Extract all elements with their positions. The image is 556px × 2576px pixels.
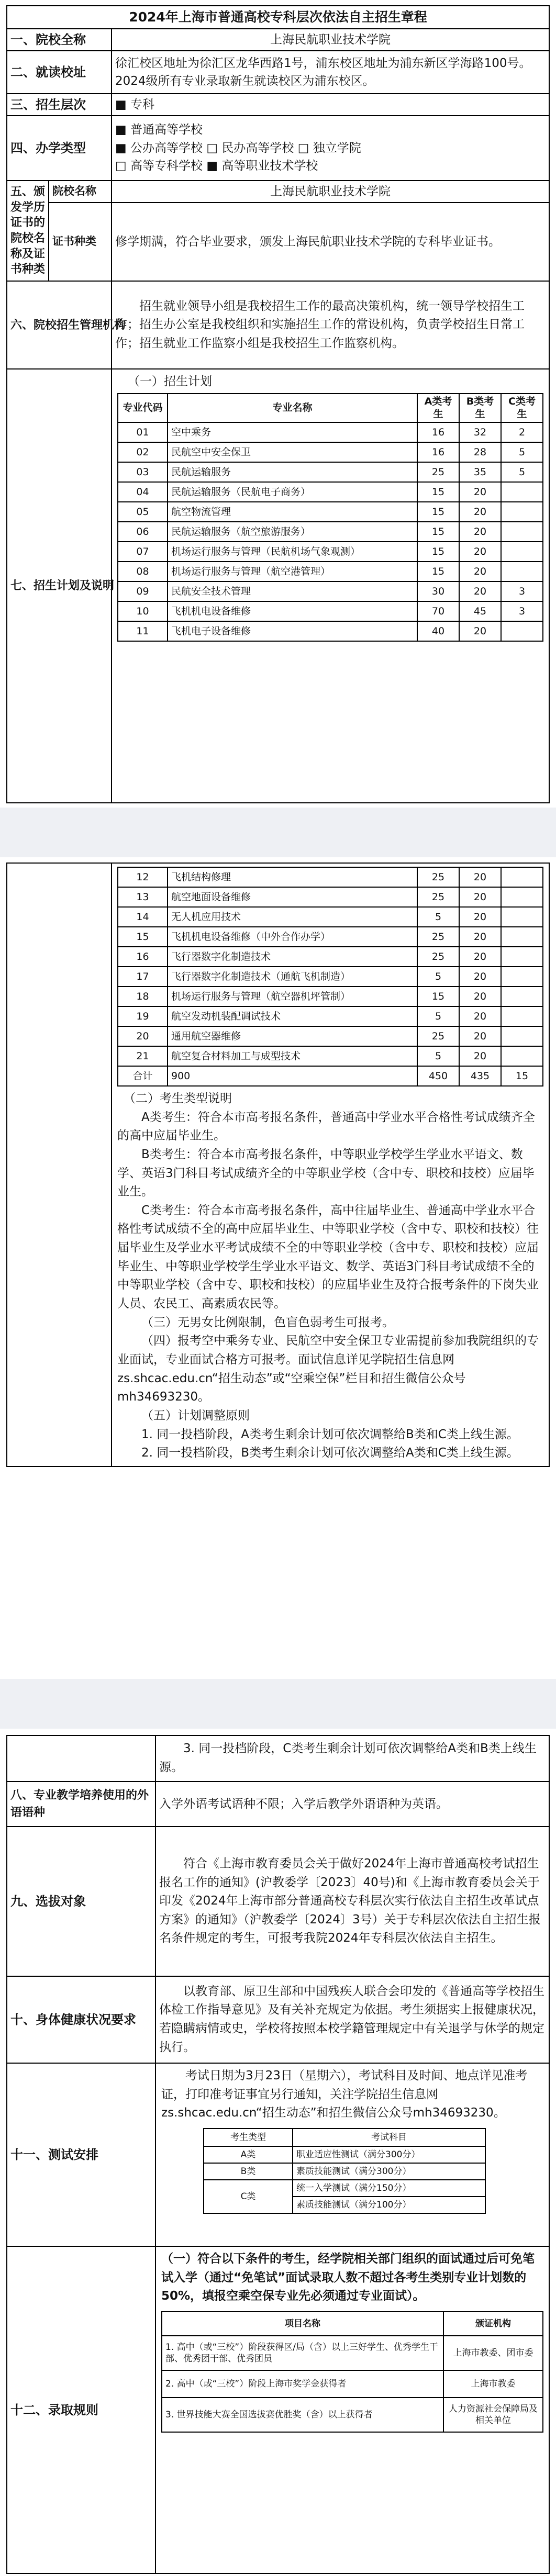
quota-b: 20 xyxy=(459,927,501,947)
issuing-body: 上海市教委、团市委 xyxy=(443,2336,543,2370)
major-code: 08 xyxy=(118,562,168,581)
quota-a: 15 xyxy=(417,482,459,502)
quota-c xyxy=(501,887,543,907)
major-code: 18 xyxy=(118,987,168,1006)
note-heading: （二）考生类型说明 xyxy=(124,1092,232,1105)
quota-a: 16 xyxy=(417,442,459,462)
quota-a: 25 xyxy=(417,947,459,967)
quota-a: 40 xyxy=(417,621,459,641)
plan-header: 专业代码 xyxy=(118,394,168,422)
quota-a: 25 xyxy=(417,927,459,947)
admissions-office-label: 六、院校招生管理机构 xyxy=(7,281,112,369)
quota-c xyxy=(501,1026,543,1046)
major-name: 民航运输服务（民航电子商务） xyxy=(168,482,417,502)
major-name: 民航运输服务 xyxy=(168,462,417,482)
major-code: 12 xyxy=(118,867,168,887)
quota-c xyxy=(501,562,543,581)
quota-c: 5 xyxy=(501,442,543,462)
quota-c xyxy=(501,927,543,947)
certificate-type-value: 修学期满，符合毕业要求，颁发上海民航职业技术学院的专科毕业证书。 xyxy=(112,203,549,281)
quota-b: 435 xyxy=(459,1066,501,1086)
major-code: 03 xyxy=(118,462,168,482)
quota-c xyxy=(501,542,543,562)
admission-rules-value: （一）符合以下条件的考生，经学院相关部门组织的面试通过后可免笔试入学（通过“免笔试”面试录取人数不超过各考生类别专业计划数的50%，填报空乘空保专业先必须通过专业面试）。 xyxy=(161,2252,535,2303)
test-subject: 统一入学测试（满分150分） xyxy=(293,2180,485,2197)
quota-a: 25 xyxy=(417,867,459,887)
major-name: 空中乘务 xyxy=(168,422,417,442)
plan-header: A类考生 xyxy=(417,394,459,422)
major-name: 飞机结构修理 xyxy=(168,867,417,887)
quota-a: 450 xyxy=(417,1066,459,1086)
major-code: 16 xyxy=(118,947,168,967)
quota-b: 35 xyxy=(459,462,501,482)
test-header: 考生类型 xyxy=(204,2129,293,2146)
test-subject-table xyxy=(203,2128,486,2214)
school-type-line: ■ 普通高等学校 xyxy=(115,123,203,137)
major-code: 21 xyxy=(118,1046,168,1066)
major-code: 06 xyxy=(118,522,168,542)
quota-c: 3 xyxy=(501,601,543,621)
enrollment-plan-continued xyxy=(7,863,112,1466)
major-name: 机场运行服务与管理（航空港管理） xyxy=(168,562,417,581)
quota-a: 15 xyxy=(417,562,459,581)
test-arrangement-cell xyxy=(155,2063,549,2246)
eligibility-value: 符合《上海市教育委员会关于做好2024年上海市普通高校考试招生报名工作的通知》(沪教委学〔2023〕40号)和《上海市教育委员会关于印发《2024年上海市部分普通高校专科层次实行依法自主招生改革试点方案》的通知》（沪教委学〔2024〕3号）关于专科层次依法自主招生报名条件规定的考生，可报考我院2024年专科层次依法自主招生。 xyxy=(155,1827,549,1976)
foreign-language-label: 八、专业教学培养使用的外语语种 xyxy=(7,1782,155,1827)
note-paragraph: 2. 同一投档阶段，B类考生剩余计划可依次调整给A类和C类上线生源。 xyxy=(141,1446,519,1460)
quota-a: 15 xyxy=(417,502,459,522)
quota-b: 20 xyxy=(459,502,501,522)
quota-b: 20 xyxy=(459,987,501,1006)
plan-row xyxy=(118,542,543,562)
plan-header: 专业名称 xyxy=(168,394,417,422)
major-name: 无人机应用技术 xyxy=(168,907,417,927)
quota-b: 20 xyxy=(459,522,501,542)
admission-rules-cell xyxy=(155,2246,549,2573)
major-code: 02 xyxy=(118,442,168,462)
quota-b: 20 xyxy=(459,887,501,907)
quota-c xyxy=(501,987,543,1006)
major-code: 13 xyxy=(118,887,168,907)
note-heading: （五）计划调整原则 xyxy=(141,1408,250,1423)
health-value: 以教育部、原卫生部和中国残疾人联合会印发的《普通高等学校招生体检工作指导意见》及有关补充规定为依据。考生须据实上报健康状况，若隐瞒病情或史，学校将按照本校学籍管理规定中有关退学与休学的规定执行。 xyxy=(155,1976,549,2063)
enrollment-plan-label: 七、招生计划及说明 xyxy=(7,369,112,803)
major-code: 19 xyxy=(118,1006,168,1026)
plan-row xyxy=(118,1046,543,1066)
school-name-label: 一、院校全称 xyxy=(7,29,112,51)
quota-c: 2 xyxy=(501,422,543,442)
test-subject: 素质技能测试（满分300分） xyxy=(293,2163,485,2180)
test-subject: 职业适应性测试（满分300分） xyxy=(293,2146,485,2163)
student-type: B类 xyxy=(204,2163,293,2180)
major-name: 航空复合材料加工与成型技术 xyxy=(168,1046,417,1066)
note-paragraph: （三）无男女比例限制，色盲色弱考生可报考。 xyxy=(141,1315,394,1329)
quota-b: 20 xyxy=(459,482,501,502)
plan-row xyxy=(118,442,543,462)
quota-c: 5 xyxy=(501,462,543,482)
plan-row xyxy=(118,927,543,947)
plan-row xyxy=(118,502,543,522)
exemption-item: 2. 高中（或“三校”）阶段上海市奖学金获得者 xyxy=(162,2370,443,2398)
issuing-body: 上海市教委 xyxy=(443,2370,543,2398)
quota-a: 30 xyxy=(417,581,459,601)
major-name: 航空发动机装配调试技术 xyxy=(168,1006,417,1026)
admission-rules-label: 十二、录取规则 xyxy=(7,2246,155,2573)
page-separator xyxy=(0,1679,556,1729)
plan-row xyxy=(118,907,543,927)
plan-header: B类考生 xyxy=(459,394,501,422)
exemption-table xyxy=(161,2311,543,2433)
plan-row xyxy=(118,601,543,621)
plan-row xyxy=(118,1026,543,1046)
plan-row xyxy=(118,1006,543,1026)
plan-row xyxy=(118,1066,543,1086)
exemption-header: 颁证机构 xyxy=(443,2312,543,2336)
plan-row xyxy=(118,562,543,581)
plan-row xyxy=(118,867,543,887)
note-paragraph: C类考生：符合本市高考报名条件，高中往届毕业生、普通高中学业水平合格性考试成绩不全的高中应届毕业生、中等职业学校（含中专、职校和技校）往届毕业生及学业水平考试成绩不全的中等职业学校（含中专、职校和技校）应届毕业生、中等职业学校学生学业水平语文、数学、英语3门科目考试成绩不全的中等职业学校（含中专、职校和技校）的应届毕业生及符合报考条件的下岗失业人员、农民工、高素质农民等。 xyxy=(117,1203,539,1311)
issuing-body: 人力资源社会保障局及相关单位 xyxy=(443,2398,543,2432)
major-name: 飞机机电设备维修（中外合作办学） xyxy=(168,927,417,947)
plan-row xyxy=(118,887,543,907)
charter-table-page1 xyxy=(6,5,550,803)
test-header: 考试科目 xyxy=(293,2129,485,2146)
major-code: 10 xyxy=(118,601,168,621)
quota-b: 20 xyxy=(459,967,501,987)
certificate-label: 五、颁发学历证书的院校名称及证书种类 xyxy=(7,181,49,281)
note-paragraph: 1. 同一投档阶段，A类考生剩余计划可依次调整给B类和C类上线生源。 xyxy=(141,1427,519,1441)
exemption-header: 项目名称 xyxy=(162,2312,443,2336)
school-type-line: ■ 公办高等学校 □ 民办高等学校 □ 独立学院 xyxy=(115,141,361,155)
quota-a: 15 xyxy=(417,522,459,542)
plan-row xyxy=(118,482,543,502)
health-label: 十、身体健康状况要求 xyxy=(7,1976,155,2063)
quota-b: 28 xyxy=(459,442,501,462)
certificate-school-sublabel: 院校名称 xyxy=(49,181,112,203)
quota-b: 20 xyxy=(459,867,501,887)
quota-b: 20 xyxy=(459,947,501,967)
quota-a: 15 xyxy=(417,987,459,1006)
major-name: 民航安全技术管理 xyxy=(168,581,417,601)
plan-row xyxy=(118,967,543,987)
student-type: C类 xyxy=(204,2180,293,2213)
quota-a: 15 xyxy=(417,542,459,562)
level-value: ■ 专科 xyxy=(112,94,549,116)
charter-table-page2 xyxy=(6,863,550,1467)
admissions-office-value: 招生就业领导小组是我校招生工作的最高决策机构，统一领导学校招生工作；招生办公室是我校组织和实施招生工作的常设机构，负责学校招生日常工作；招生就业工作监察小组是我校招生工作监察机构。 xyxy=(112,281,549,369)
major-name: 飞机电子设备维修 xyxy=(168,621,417,641)
note-paragraph: B类考生：符合本市高考报名条件，中等职业学校学生学业水平语文、数学、英语3门科目考试成绩齐全的中等职业学校（含中专、职校和技校）应届毕业生。 xyxy=(117,1147,535,1199)
certificate-school-value: 上海民航职业技术学院 xyxy=(112,181,549,203)
major-name: 航空地面设备维修 xyxy=(168,887,417,907)
quota-b: 20 xyxy=(459,1006,501,1026)
school-type-value xyxy=(112,116,549,181)
plan-row xyxy=(118,621,543,641)
plan-row xyxy=(118,947,543,967)
major-name: 民航空中安全保卫 xyxy=(168,442,417,462)
quota-a: 5 xyxy=(417,967,459,987)
test-subject: 素质技能测试（满分100分） xyxy=(293,2197,485,2213)
quota-c xyxy=(501,907,543,927)
major-name: 900 xyxy=(168,1066,417,1086)
enrollment-plan-cell-continued xyxy=(112,863,549,1466)
major-name: 民航运输服务（航空旅游服务） xyxy=(168,522,417,542)
note-paragraph: A类考生：符合本市高考报名条件，普通高中学业水平合格性考试成绩齐全的高中应届毕业生。 xyxy=(117,1110,535,1143)
quota-b: 45 xyxy=(459,601,501,621)
test-arrangement-label: 十一、测试安排 xyxy=(7,2063,155,2246)
plan-header: C类考生 xyxy=(501,394,543,422)
major-code: 04 xyxy=(118,482,168,502)
quota-c xyxy=(501,1006,543,1026)
major-name: 通用航空器维修 xyxy=(168,1026,417,1046)
plan-row xyxy=(118,987,543,1006)
major-name: 飞行器数字化制造技术（通航飞机制造） xyxy=(168,967,417,987)
plan-rows xyxy=(118,867,543,1086)
quota-c xyxy=(501,1046,543,1066)
quota-c xyxy=(501,522,543,542)
school-type-line: □ 高等专科学校 ■ 高等职业技术学校 xyxy=(115,159,318,173)
major-name: 机场运行服务与管理（航空器机坪管制） xyxy=(168,987,417,1006)
quota-a: 25 xyxy=(417,887,459,907)
page-separator xyxy=(0,808,556,857)
major-code: 20 xyxy=(118,1026,168,1046)
school-name-value: 上海民航职业技术学院 xyxy=(112,29,549,51)
major-code: 09 xyxy=(118,581,168,601)
plan-row xyxy=(118,422,543,442)
campus-label: 二、就读校址 xyxy=(7,51,112,94)
plan-rows xyxy=(118,422,543,641)
quota-a: 70 xyxy=(417,601,459,621)
quota-c xyxy=(501,947,543,967)
quota-a: 25 xyxy=(417,1026,459,1046)
quota-b: 20 xyxy=(459,1026,501,1046)
plan-adjustment-rule: 3. 同一投档阶段，C类考生剩余计划可依次调整给A类和B类上线生源。 xyxy=(155,1735,549,1782)
enrollment-plan-continued xyxy=(7,1735,155,1782)
foreign-language-value: 入学外语考试语种不限；入学后教学外语语种为英语。 xyxy=(155,1782,549,1827)
quota-c xyxy=(501,967,543,987)
quota-a: 16 xyxy=(417,422,459,442)
major-code: 14 xyxy=(118,907,168,927)
exemption-item: 1. 高中（或“三校”）阶段获得区/局（含）以上三好学生、优秀学生干部、优秀团干部、优秀团员 xyxy=(162,2336,443,2370)
quota-b: 32 xyxy=(459,422,501,442)
quota-a: 5 xyxy=(417,1046,459,1066)
major-code: 05 xyxy=(118,502,168,522)
enrollment-plan-cell xyxy=(112,369,549,803)
major-code: 合计 xyxy=(118,1066,168,1086)
major-code: 01 xyxy=(118,422,168,442)
quota-b: 20 xyxy=(459,562,501,581)
test-arrangement-value: 考试日期为3月23日（星期六），考试科目及时间、地点详见准考证，打印准考证事宜另行通知，关注学院招生信息网zs.shcac.edu.cn“招生动态”和招生微信公众号mh34693230。 xyxy=(161,2069,528,2120)
major-code: 17 xyxy=(118,967,168,987)
quota-c xyxy=(501,621,543,641)
quota-b: 20 xyxy=(459,542,501,562)
major-code: 15 xyxy=(118,927,168,947)
quota-a: 5 xyxy=(417,1006,459,1026)
plan-table-part2 xyxy=(117,867,543,1087)
major-code: 11 xyxy=(118,621,168,641)
quota-c: 3 xyxy=(501,581,543,601)
charter-table-page3 xyxy=(6,1735,550,2574)
plan-subtitle: （一）招生计划 xyxy=(128,375,212,388)
plan-row xyxy=(118,581,543,601)
eligibility-label: 九、选拔对象 xyxy=(7,1827,155,1976)
quota-c xyxy=(501,482,543,502)
quota-b: 20 xyxy=(459,1046,501,1066)
school-type-label: 四、办学类型 xyxy=(7,116,112,181)
certificate-type-sublabel: 证书种类 xyxy=(49,203,112,281)
quota-b: 20 xyxy=(459,581,501,601)
exemption-item: 3. 世界技能大赛全国选拔赛优胜奖（含）以上获得者 xyxy=(162,2398,443,2432)
major-name: 航空物流管理 xyxy=(168,502,417,522)
major-name: 飞行器数字化制造技术 xyxy=(168,947,417,967)
plan-row xyxy=(118,462,543,482)
student-type: A类 xyxy=(204,2146,293,2163)
major-code: 07 xyxy=(118,542,168,562)
plan-row xyxy=(118,522,543,542)
major-name: 飞机机电设备维修 xyxy=(168,601,417,621)
quota-c xyxy=(501,867,543,887)
quota-b: 20 xyxy=(459,907,501,927)
quota-b: 20 xyxy=(459,621,501,641)
student-type-notes xyxy=(117,1090,543,1463)
quota-a: 5 xyxy=(417,907,459,927)
level-label: 三、招生层次 xyxy=(7,94,112,116)
quota-c xyxy=(501,502,543,522)
major-name: 机场运行服务与管理（民航机场气象观测） xyxy=(168,542,417,562)
page-title: 2024年上海市普通高校专科层次依法自主招生章程 xyxy=(7,6,549,29)
quota-c: 15 xyxy=(501,1066,543,1086)
quota-a: 25 xyxy=(417,462,459,482)
plan-table-part1 xyxy=(117,393,543,642)
note-paragraph: （四）报考空中乘务专业、民航空中安全保卫专业需提前参加我院组织的专业面试，专业面试合格方可报考。面试信息详见学院招生信息网zs.shcac.edu.cn“招生动态”或“空乘空保”栏目和招生微信公众号mh34693230。 xyxy=(117,1334,539,1404)
campus-value: 徐汇校区地址为徐汇区龙华西路1号，浦东校区地址为浦东新区学海路100号。2024级所有专业录取新生就读校区为浦东校区。 xyxy=(112,51,549,94)
